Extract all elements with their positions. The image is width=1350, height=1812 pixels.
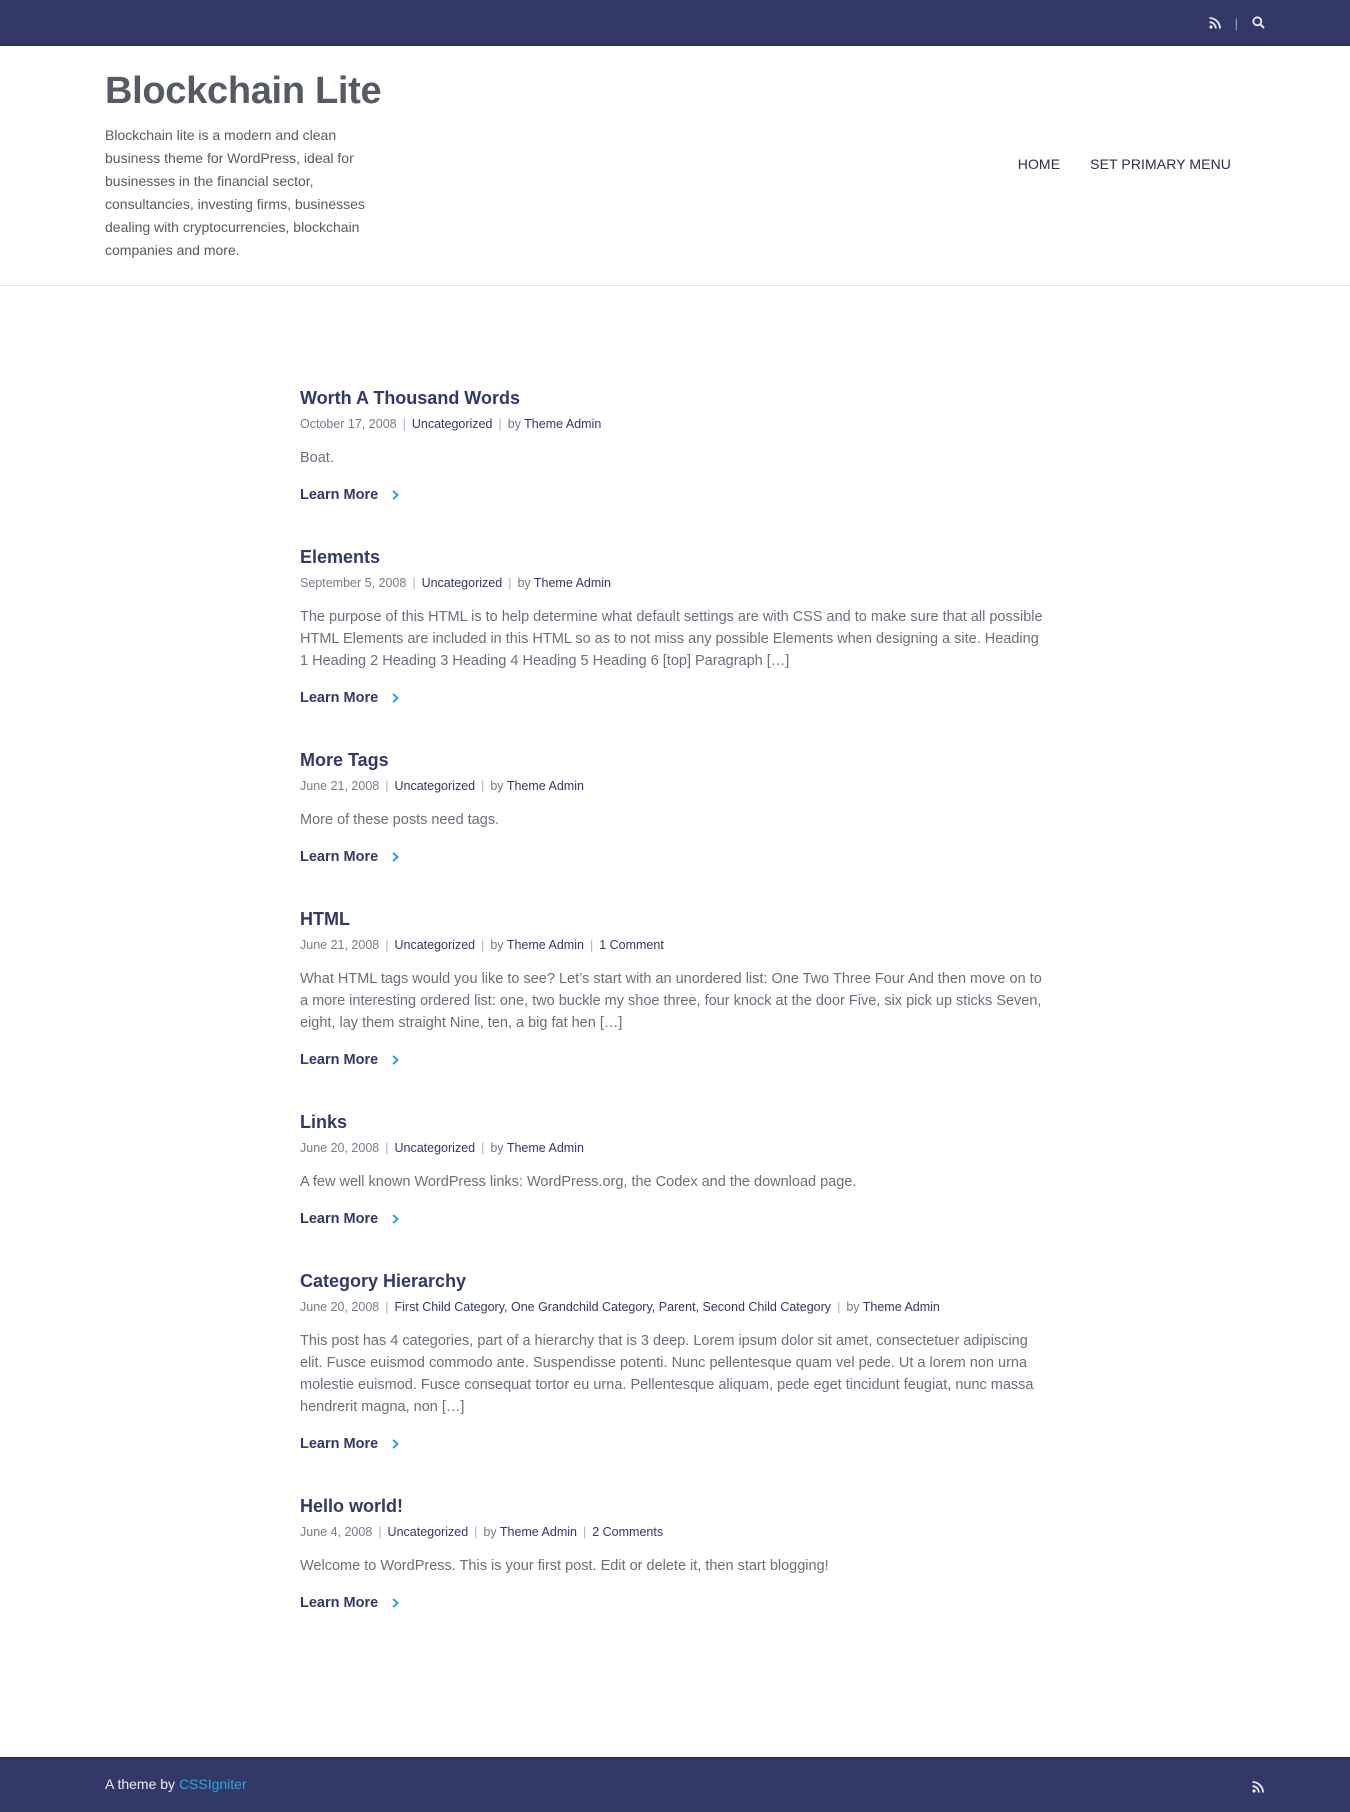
chevron-right-icon — [392, 693, 399, 703]
post-by-label: by — [846, 1300, 860, 1314]
top-bar — [0, 0, 1350, 46]
post-meta — [300, 936, 1050, 954]
post-item — [300, 542, 1050, 707]
post-meta — [300, 415, 1050, 433]
rss-icon — [1209, 17, 1221, 29]
post-title[interactable]: Elements — [300, 547, 381, 567]
post-excerpt: This post has 4 categories, part of a hierarchy that is 3 deep. Lorem ipsum dolor sit amet, consectetuer adipiscing elit. Fusce euismod commodo ante. Suspendisse potenti. Nunc pellentesque quam vel pede. Ut a lorem non urna molestie euismod. Fusce consequat tortor eu urna. Pellentesque aliquam, pede eget tincidunt feugiat, nunc massa hendrerit magna, non […] — [300, 1333, 1034, 1415]
meta-separator: | — [498, 417, 502, 431]
footer-credit-link[interactable]: CSSIgniter — [178, 1776, 247, 1792]
chevron-right-icon — [392, 1214, 399, 1224]
site-footer — [0, 1757, 1350, 1812]
post-meta — [300, 1523, 1050, 1541]
meta-separator: | — [402, 417, 406, 431]
chevron-right-icon — [392, 852, 399, 862]
meta-separator: | — [589, 938, 594, 952]
post-category[interactable]: Uncategorized — [394, 1141, 476, 1155]
post-item — [300, 745, 1050, 866]
site-title[interactable]: Blockchain Lite — [105, 70, 382, 112]
post-author[interactable]: Theme Admin — [506, 1141, 584, 1155]
post-excerpt: What HTML tags would you like to see? Let’s start with an unordered list: One Two Three Four And then move on to a more interesting ordered list: one, two buckle my shoe three, four knock at the door Five, six pick up sticks Seven, eight, lay them straight Nine, ten, a big fat hen […] — [300, 971, 1042, 1031]
post-excerpt: More of these posts need tags. — [300, 812, 500, 828]
rss-icon — [1252, 1781, 1264, 1793]
post-meta — [300, 1298, 1050, 1316]
post-comments-link[interactable]: 1 Comment — [599, 938, 664, 952]
post-category[interactable]: First Child Category, One Grandchild Category, Parent, Second Child Category — [394, 1300, 832, 1314]
post-title[interactable]: Worth A Thousand Words — [300, 388, 520, 408]
post-by-label: by — [507, 417, 521, 431]
rss-link[interactable] — [1209, 14, 1221, 32]
site-description: Blockchain lite is a modern and clean business theme for WordPress, ideal for businesses in the financial sector, consultancies, investing firms, businesses dealing with cryptocurrencies, blockchain companies and more. — [105, 127, 365, 258]
post-list — [300, 383, 1050, 1650]
learn-more-link[interactable] — [300, 690, 399, 706]
post-date: June 21, 2008 — [300, 779, 380, 793]
learn-more-label: Learn More — [300, 1211, 379, 1227]
learn-more-link[interactable] — [300, 849, 399, 865]
nav-item-home[interactable]: HOME — [1017, 156, 1061, 172]
meta-separator: | — [385, 1300, 389, 1314]
post-author[interactable]: Theme Admin — [506, 779, 584, 793]
primary-nav — [1018, 156, 1231, 172]
meta-separator: | — [481, 779, 485, 793]
post-category[interactable]: Uncategorized — [421, 576, 503, 590]
footer-rss-link[interactable] — [1252, 1778, 1264, 1796]
post-excerpt: A few well known WordPress links: WordPress.org, the Codex and the download page. — [300, 1174, 857, 1190]
top-bar-tools — [1209, 0, 1265, 46]
nav-item-set-primary-menu[interactable]: SET PRIMARY MENU — [1090, 156, 1231, 172]
post-date: September 5, 2008 — [300, 576, 407, 590]
meta-separator: | — [837, 1300, 841, 1314]
meta-separator: | — [481, 1141, 485, 1155]
learn-more-label: Learn More — [300, 849, 379, 865]
learn-more-label: Learn More — [300, 1052, 379, 1068]
meta-separator: | — [508, 576, 512, 590]
learn-more-link[interactable] — [300, 1595, 399, 1611]
post-category[interactable]: Uncategorized — [387, 1525, 469, 1539]
learn-more-link[interactable] — [300, 1052, 399, 1068]
post-author[interactable]: Theme Admin — [506, 938, 584, 952]
post-date: June 4, 2008 — [300, 1525, 373, 1539]
post-item — [300, 1266, 1050, 1453]
top-bar-separator: | — [1234, 15, 1238, 31]
post-author[interactable]: Theme Admin — [499, 1525, 577, 1539]
post-author[interactable]: Theme Admin — [524, 417, 602, 431]
learn-more-link[interactable] — [300, 487, 399, 503]
post-meta — [300, 574, 1050, 592]
chevron-right-icon — [392, 1055, 399, 1065]
post-excerpt: Welcome to WordPress. This is your first post. Edit or delete it, then start blogging! — [300, 1558, 829, 1574]
post-title[interactable]: HTML — [300, 909, 350, 929]
meta-separator: | — [481, 938, 485, 952]
post-title[interactable]: Category Hierarchy — [300, 1271, 467, 1291]
post-item — [300, 383, 1050, 504]
post-by-label: by — [490, 779, 504, 793]
learn-more-label: Learn More — [300, 690, 379, 706]
learn-more-label: Learn More — [300, 487, 379, 503]
search-button[interactable] — [1252, 14, 1265, 32]
post-by-label: by — [490, 1141, 504, 1155]
meta-separator: | — [412, 576, 416, 590]
post-category[interactable]: Uncategorized — [394, 938, 476, 952]
post-meta — [300, 1139, 1050, 1157]
post-meta — [300, 777, 1050, 795]
post-category[interactable]: Uncategorized — [411, 417, 493, 431]
post-item — [300, 904, 1050, 1069]
post-date: October 17, 2008 — [300, 417, 397, 431]
meta-separator: | — [385, 938, 389, 952]
post-category[interactable]: Uncategorized — [394, 779, 476, 793]
footer-credit — [105, 1776, 247, 1792]
chevron-right-icon — [392, 1598, 399, 1608]
post-date: June 20, 2008 — [300, 1141, 380, 1155]
post-excerpt: Boat. — [300, 450, 334, 466]
post-author[interactable]: Theme Admin — [862, 1300, 940, 1314]
post-excerpt: The purpose of this HTML is to help determine what default settings are with CSS and to make sure that all possible HTML Elements are included in this HTML so as to not miss any possible Elements when designing a site. Heading 1 Heading 2 Heading 3 Heading 4 Heading 5 Heading 6 [top] Paragraph […] — [300, 609, 1043, 669]
post-item — [300, 1107, 1050, 1228]
post-by-label: by — [490, 938, 504, 952]
learn-more-link[interactable] — [300, 1436, 399, 1452]
post-by-label: by — [517, 576, 531, 590]
meta-separator: | — [582, 1525, 587, 1539]
post-title[interactable]: Links — [300, 1112, 348, 1132]
post-by-label: by — [483, 1525, 497, 1539]
post-date: June 20, 2008 — [300, 1300, 380, 1314]
post-date: June 21, 2008 — [300, 938, 380, 952]
search-icon — [1252, 16, 1265, 29]
chevron-right-icon — [392, 490, 399, 500]
post-comments-link[interactable]: 2 Comments — [592, 1525, 664, 1539]
site-header — [0, 46, 1350, 286]
meta-separator: | — [378, 1525, 382, 1539]
meta-separator: | — [385, 779, 389, 793]
meta-separator: | — [385, 1141, 389, 1155]
learn-more-link[interactable] — [300, 1211, 399, 1227]
post-title[interactable]: Hello world! — [300, 1496, 403, 1516]
post-title[interactable]: More Tags — [300, 750, 389, 770]
post-author[interactable]: Theme Admin — [533, 576, 612, 590]
learn-more-label: Learn More — [300, 1436, 379, 1452]
chevron-right-icon — [392, 1439, 399, 1449]
post-item — [300, 1491, 1050, 1612]
footer-credit-text: A theme by — [105, 1776, 176, 1792]
learn-more-label: Learn More — [300, 1595, 379, 1611]
meta-separator: | — [474, 1525, 478, 1539]
